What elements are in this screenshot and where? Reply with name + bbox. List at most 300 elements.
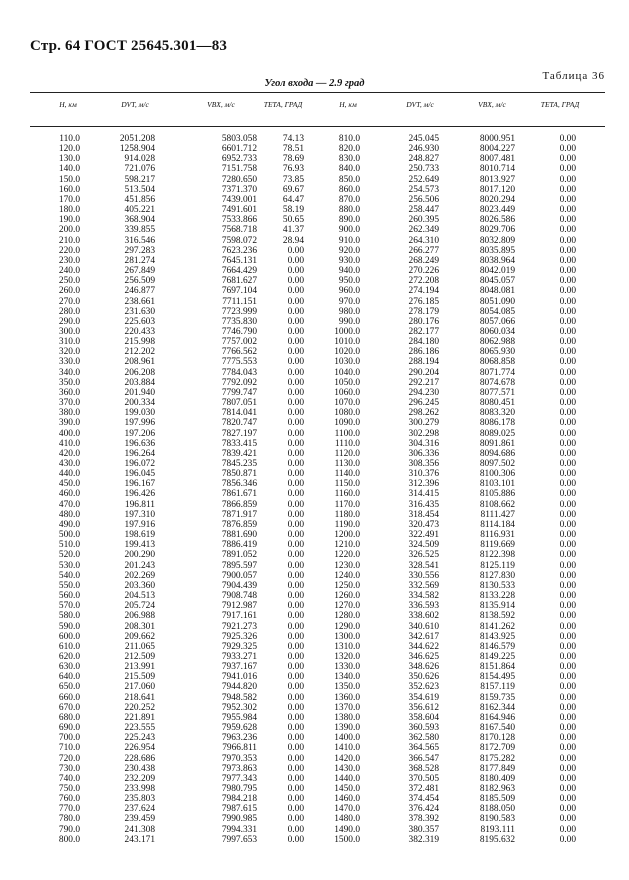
table-cell: 7827.197 — [221, 428, 257, 439]
table-cell: 7990.985 — [221, 814, 257, 825]
table-cell: 8193.111 — [480, 824, 515, 835]
table-cell: 340.0 — [58, 367, 80, 378]
table-cell: 550.0 — [58, 580, 80, 591]
table-cell: 990.0 — [338, 316, 360, 327]
table-cell: 256.509 — [124, 276, 155, 287]
table-cell: 223.555 — [124, 723, 155, 734]
table-cell: 69.67 — [282, 184, 304, 195]
table-cell: 366.547 — [408, 753, 439, 764]
table-cell: 7904.439 — [221, 580, 257, 591]
table-cell: 78.51 — [282, 144, 304, 155]
table-cell: 7866.859 — [221, 499, 257, 510]
table-cell: 1460.0 — [334, 794, 360, 805]
table-cell: 7807.051 — [221, 398, 257, 409]
table-cell: 7371.370 — [221, 184, 257, 195]
table-cell: 0.00 — [559, 733, 576, 744]
table-cell: 270.226 — [408, 266, 439, 277]
column-headers — [0, 100, 629, 120]
table-cell: 221.891 — [124, 712, 155, 723]
table-cell: 0.00 — [287, 306, 304, 317]
table-cell: 8077.571 — [479, 387, 515, 398]
table-cell: 721.076 — [124, 164, 155, 175]
table-cell: 690.0 — [58, 723, 80, 734]
table-cell: 0.00 — [287, 489, 304, 500]
table-cell: 0.00 — [287, 814, 304, 825]
table-cell: 0.00 — [287, 601, 304, 612]
table-cell: 0.00 — [559, 276, 576, 287]
table-cell: 225.243 — [124, 733, 155, 744]
table-cell: 196.811 — [124, 499, 155, 510]
table-cell: 196.264 — [124, 448, 155, 459]
table-cell: 0.00 — [287, 753, 304, 764]
table-cell: 316.546 — [124, 235, 155, 246]
table-cell: 1280.0 — [334, 611, 360, 622]
table-cell: 0.00 — [287, 712, 304, 723]
table-cell: 8042.019 — [479, 266, 515, 277]
table-cell: 7735.830 — [221, 316, 257, 327]
table-cell: 206.208 — [124, 367, 155, 378]
table-cell: 8182.963 — [479, 784, 515, 794]
table-cell: 274.194 — [408, 286, 439, 297]
table-cell: 0.00 — [287, 743, 304, 754]
table-cell: 7623.236 — [221, 245, 257, 256]
table-cell: 7929.325 — [221, 641, 257, 652]
table-cell: 8100.306 — [479, 469, 515, 480]
table-cell: 460.0 — [58, 489, 80, 500]
table-cell: 1210.0 — [334, 540, 360, 551]
table-cell: 200.290 — [124, 550, 155, 561]
table-cell: 218.641 — [124, 692, 155, 703]
table-cell: 0.00 — [287, 540, 304, 551]
table-cell: 7970.353 — [221, 753, 257, 764]
table-cell: 1050.0 — [334, 377, 360, 388]
table-cell: 197.206 — [124, 428, 155, 439]
table-cell: 900.0 — [338, 225, 360, 236]
table-cell: 64.47 — [282, 194, 304, 205]
table-cell: 0.00 — [559, 408, 576, 419]
table-cell: 334.582 — [408, 591, 439, 602]
table-cell: 310.0 — [58, 337, 80, 348]
page-header: Стр. 64 ГОСТ 25645.301—83 — [30, 38, 228, 54]
table-cell: 215.509 — [124, 672, 155, 683]
table-cell: 0.00 — [287, 469, 304, 480]
table-cell: 212.509 — [124, 651, 155, 662]
table-cell: 7937.167 — [221, 662, 257, 673]
table-cell: 328.541 — [408, 560, 439, 571]
table-cell: 570.0 — [58, 601, 80, 612]
table-subtitle: Угол входа — 2.9 град — [264, 78, 365, 89]
table-cell: 0.00 — [559, 479, 576, 490]
table-cell: 0.00 — [559, 489, 576, 500]
table-cell: 354.619 — [408, 692, 439, 703]
table-cell: 1270.0 — [334, 601, 360, 612]
table-cell: 7697.104 — [221, 286, 257, 297]
table-cell: 264.310 — [408, 235, 439, 246]
table-cell: 294.230 — [408, 387, 439, 398]
table-cell: 199.030 — [124, 408, 155, 419]
table-cell: 0.00 — [559, 712, 576, 723]
table-cell: 7491.601 — [221, 205, 257, 216]
table-cell: 7933.271 — [221, 651, 257, 662]
table-cell: 7598.072 — [221, 235, 257, 246]
table-cell: 1060.0 — [334, 387, 360, 398]
table-cell: 1290.0 — [334, 621, 360, 632]
table-cell: 297.283 — [124, 245, 155, 256]
table-cell: 7681.627 — [221, 276, 257, 287]
table-cell: 7925.326 — [221, 631, 257, 642]
table-cell: 0.00 — [287, 357, 304, 368]
table-cell: 0.00 — [287, 672, 304, 683]
table-cell: 8172.709 — [479, 743, 515, 754]
table-cell: 0.00 — [287, 459, 304, 469]
table-cell: 8170.128 — [479, 733, 515, 744]
table-cell: 197.996 — [124, 418, 155, 429]
table-cell: 8127.830 — [479, 570, 515, 581]
table-cell: 8119.669 — [480, 540, 515, 551]
table-cell: 980.0 — [338, 306, 360, 317]
table-cell: 8038.964 — [479, 255, 515, 266]
table-cell: 8111.427 — [480, 509, 515, 520]
table-cell: 8188.050 — [479, 804, 515, 815]
column-vbx-right — [480, 134, 515, 845]
col-head-teta-left: ТЕТА, ГРАД — [263, 100, 303, 109]
column-dvt-right — [409, 134, 439, 845]
table-cell: 324.509 — [408, 540, 439, 551]
table-cell: 7921.273 — [221, 621, 257, 632]
table-cell: 880.0 — [338, 205, 360, 216]
table-cell: 7151.758 — [221, 164, 257, 175]
table-cell: 1160.0 — [334, 489, 360, 500]
table-cell: 270.0 — [58, 296, 80, 307]
table-cell: 1320.0 — [334, 651, 360, 662]
table-cell: 256.506 — [408, 194, 439, 205]
table-cell: 7987.615 — [221, 804, 257, 815]
table-cell: 1100.0 — [334, 428, 360, 439]
table-cell: 7850.871 — [221, 469, 257, 480]
table-cell: 7984.218 — [221, 794, 257, 805]
table-cell: 470.0 — [58, 499, 80, 510]
table-cell: 8071.774 — [479, 367, 515, 378]
table-cell: 1440.0 — [334, 773, 360, 784]
table-cell: 8195.632 — [479, 834, 515, 845]
table-cell: 8068.858 — [479, 357, 515, 368]
table-cell: 7280.650 — [221, 174, 257, 185]
table-cell: 7997.653 — [221, 834, 257, 845]
table-cell: 238.661 — [124, 296, 155, 307]
table-cell: 248.827 — [408, 154, 439, 165]
table-cell: 240.0 — [58, 266, 80, 277]
table-cell: 360.0 — [58, 387, 80, 398]
table-cell: 0.00 — [559, 814, 576, 825]
table-cell: 290.0 — [58, 316, 80, 327]
table-cell: 0.00 — [559, 337, 576, 348]
table-cell: 0.00 — [559, 347, 576, 358]
table-cell: 160.0 — [58, 184, 80, 195]
table-cell: 0.00 — [559, 560, 576, 571]
table-cell: 7645.131 — [221, 255, 257, 266]
table-cell: 7439.001 — [221, 194, 257, 205]
table-cell: 1390.0 — [334, 723, 360, 734]
table-cell: 0.00 — [287, 519, 304, 530]
table-cell: 0.00 — [287, 834, 304, 845]
table-cell: 0.00 — [559, 469, 576, 480]
table-cell: 1380.0 — [334, 712, 360, 723]
table-cell: 950.0 — [338, 276, 360, 287]
table-cell: 7568.718 — [221, 225, 257, 236]
table-cell: 7966.811 — [222, 743, 257, 754]
table-cell: 260.0 — [58, 286, 80, 297]
table-cell: 1470.0 — [334, 804, 360, 815]
table-cell: 0.00 — [559, 692, 576, 703]
table-cell: 0.00 — [287, 326, 304, 337]
table-cell: 8108.662 — [479, 499, 515, 510]
table-cell: 197.916 — [124, 519, 155, 530]
table-cell: 220.433 — [124, 326, 155, 337]
table-cell: 8097.502 — [479, 459, 515, 469]
table-cell: 8045.057 — [479, 276, 515, 287]
table-cell: 0.00 — [559, 723, 576, 734]
table-cell: 8105.886 — [479, 489, 515, 500]
table-cell: 0.00 — [287, 641, 304, 652]
column-teta-right — [560, 134, 576, 845]
table-cell: 770.0 — [58, 804, 80, 815]
table-cell: 290.204 — [408, 367, 439, 378]
table-cell: 0.00 — [287, 428, 304, 439]
table-cell: 7891.052 — [221, 550, 257, 561]
table-cell: 600.0 — [58, 631, 80, 642]
table-cell: 0.00 — [559, 286, 576, 297]
table-cell: 1340.0 — [334, 672, 360, 683]
column-teta-left — [283, 134, 304, 845]
table-cell: 208.961 — [124, 357, 155, 368]
table-cell: 8149.225 — [479, 651, 515, 662]
table-cell: 1010.0 — [334, 337, 360, 348]
table-cell: 0.00 — [559, 672, 576, 683]
table-cell: 8180.409 — [479, 773, 515, 784]
table-cell: 0.00 — [559, 570, 576, 581]
table-cell: 0.00 — [287, 499, 304, 510]
table-cell: 0.00 — [559, 326, 576, 337]
table-cell: 368.528 — [408, 763, 439, 774]
table-cell: 0.00 — [559, 205, 576, 216]
table-cell: 190.0 — [58, 215, 80, 226]
table-cell: 7871.917 — [221, 509, 257, 520]
table-cell: 370.0 — [58, 398, 80, 409]
table-cell: 217.060 — [124, 682, 155, 693]
table-cell: 930.0 — [338, 255, 360, 266]
table-cell: 8004.227 — [479, 144, 515, 155]
table-cell: 304.316 — [408, 438, 439, 449]
table-cell: 352.623 — [408, 682, 439, 693]
table-cell: 598.217 — [124, 174, 155, 185]
table-cell: 0.00 — [287, 530, 304, 541]
table-cell: 7973.863 — [221, 763, 257, 774]
table-cell: 970.0 — [338, 296, 360, 307]
table-cell: 760.0 — [58, 794, 80, 805]
table-cell: 254.573 — [408, 184, 439, 195]
table-cell: 8143.925 — [479, 631, 515, 642]
table-cell: 870.0 — [338, 194, 360, 205]
table-cell: 362.580 — [408, 733, 439, 744]
table-cell: 0.00 — [559, 682, 576, 693]
table-cell: 280.176 — [408, 316, 439, 327]
table-cell: 203.360 — [124, 580, 155, 591]
table-cell: 284.180 — [408, 337, 439, 348]
table-cell: 8122.398 — [479, 550, 515, 561]
table-cell: 204.513 — [124, 591, 155, 602]
table-cell: 0.00 — [287, 337, 304, 348]
table-cell: 200.334 — [124, 398, 155, 409]
table-cell: 1300.0 — [334, 631, 360, 642]
table-cell: 860.0 — [338, 184, 360, 195]
table-cell: 8177.849 — [479, 763, 515, 774]
table-cell: 480.0 — [58, 509, 80, 520]
table-cell: 232.209 — [124, 773, 155, 784]
table-cell: 7977.343 — [221, 773, 257, 784]
table-cell: 7664.429 — [221, 266, 257, 277]
table-cell: 2051.208 — [119, 134, 155, 144]
table-cell: 250.0 — [58, 276, 80, 287]
table-cell: 356.612 — [408, 702, 439, 713]
table-cell: 205.724 — [124, 601, 155, 612]
table-cell: 58.19 — [282, 205, 304, 216]
table-cell: 338.602 — [408, 611, 439, 622]
table-cell: 0.00 — [559, 550, 576, 561]
table-cell: 280.0 — [58, 306, 80, 317]
table-cell: 212.202 — [124, 347, 155, 358]
table-cell: 0.00 — [287, 255, 304, 266]
table-cell: 8141.262 — [479, 621, 515, 632]
table-cell: 1030.0 — [334, 357, 360, 368]
table-cell: 850.0 — [338, 174, 360, 185]
table-cell: 0.00 — [287, 448, 304, 459]
table-cell: 8094.686 — [479, 448, 515, 459]
table-cell: 312.396 — [408, 479, 439, 490]
table-cell: 1170.0 — [334, 499, 360, 510]
table-cell: 0.00 — [559, 398, 576, 409]
table-cell: 243.171 — [124, 834, 155, 845]
table-cell: 368.904 — [124, 215, 155, 226]
table-cell: 8017.120 — [479, 184, 515, 195]
table-cell: 230.0 — [58, 255, 80, 266]
table-cell: 306.336 — [408, 448, 439, 459]
table-cell: 0.00 — [287, 651, 304, 662]
table-cell: 1240.0 — [334, 570, 360, 581]
table-cell: 8062.988 — [479, 337, 515, 348]
table-cell: 0.00 — [559, 194, 576, 205]
table-cell: 272.208 — [408, 276, 439, 287]
table-cell: 0.00 — [559, 580, 576, 591]
table-cell: 1200.0 — [334, 530, 360, 541]
table-cell: 8135.914 — [479, 601, 515, 612]
table-cell: 199.413 — [124, 540, 155, 551]
table-cell: 1230.0 — [334, 560, 360, 571]
table-cell: 0.00 — [287, 377, 304, 388]
table-cell: 41.37 — [282, 225, 304, 236]
table-cell: 7980.795 — [221, 784, 257, 794]
table-cell: 830.0 — [338, 154, 360, 165]
table-cell: 7757.002 — [221, 337, 257, 348]
table-cell: 8086.178 — [479, 418, 515, 429]
table-cell: 6952.733 — [221, 154, 257, 165]
table-cell: 8164.946 — [479, 712, 515, 723]
table-cell: 382.319 — [408, 834, 439, 845]
table-cell: 150.0 — [58, 174, 80, 185]
table-cell: 0.00 — [559, 804, 576, 815]
table-cell: 0.00 — [559, 448, 576, 459]
table-cell: 1480.0 — [334, 814, 360, 825]
table-cell: 370.505 — [408, 773, 439, 784]
table-cell: 210.0 — [58, 235, 80, 246]
col-head-teta-right: ТЕТА, ГРАД — [540, 100, 580, 109]
table-cell: 1150.0 — [334, 479, 360, 490]
table-cell: 0.00 — [559, 611, 576, 622]
table-cell: 0.00 — [287, 773, 304, 784]
table-cell: 513.504 — [124, 184, 155, 195]
table-cell: 0.00 — [559, 631, 576, 642]
table-cell: 0.00 — [287, 570, 304, 581]
table-cell: 342.617 — [408, 631, 439, 642]
column-vbx-left — [222, 134, 257, 845]
table-cell: 198.619 — [124, 530, 155, 541]
table-cell: 7876.859 — [221, 519, 257, 530]
table-cell: 358.604 — [408, 712, 439, 723]
table-cell: 308.356 — [408, 459, 439, 469]
table-cell: 211.065 — [124, 641, 155, 652]
table-cell: 7792.092 — [221, 377, 257, 388]
col-head-h-right: H, км — [339, 100, 357, 109]
table-cell: 680.0 — [58, 712, 80, 723]
table-cell: 170.0 — [58, 194, 80, 205]
table-cell: 7833.415 — [221, 438, 257, 449]
col-head-vbx-right: VBX, м/с — [478, 100, 506, 109]
table-cell: 7820.747 — [221, 418, 257, 429]
table-cell: 378.392 — [408, 814, 439, 825]
table-cell: 0.00 — [287, 398, 304, 409]
table-cell: 8138.592 — [479, 611, 515, 622]
table-cell: 292.217 — [408, 377, 439, 388]
table-cell: 8032.809 — [479, 235, 515, 246]
table-cell: 220.0 — [58, 245, 80, 256]
table-cell: 0.00 — [559, 824, 576, 835]
table-cell: 1258.904 — [119, 144, 155, 155]
table-cell: 8114.184 — [480, 519, 515, 530]
table-cell: 660.0 — [58, 692, 80, 703]
table-cell: 8029.706 — [479, 225, 515, 236]
table-cell: 8083.320 — [479, 408, 515, 419]
table-cell: 8133.228 — [479, 591, 515, 602]
table-cell: 0.00 — [559, 662, 576, 673]
table-cell: 410.0 — [58, 438, 80, 449]
table-cell: 0.00 — [559, 316, 576, 327]
table-cell: 197.310 — [124, 509, 155, 520]
table-cell: 0.00 — [559, 530, 576, 541]
table-cell: 225.603 — [124, 316, 155, 327]
table-cell: 8065.930 — [479, 347, 515, 358]
table-cell: 0.00 — [287, 286, 304, 297]
table-cell: 5803.058 — [221, 134, 257, 144]
table-cell: 8162.344 — [479, 702, 515, 713]
table-cell: 8089.025 — [479, 428, 515, 439]
table-cell: 1110.0 — [334, 438, 360, 449]
table-cell: 8175.282 — [479, 753, 515, 764]
table-cell: 0.00 — [559, 438, 576, 449]
table-cell: 440.0 — [58, 469, 80, 480]
table-cell: 8125.119 — [480, 560, 515, 571]
table-cell: 8051.090 — [479, 296, 515, 307]
table-cell: 78.69 — [282, 154, 304, 165]
table-cell: 7895.597 — [221, 560, 257, 571]
